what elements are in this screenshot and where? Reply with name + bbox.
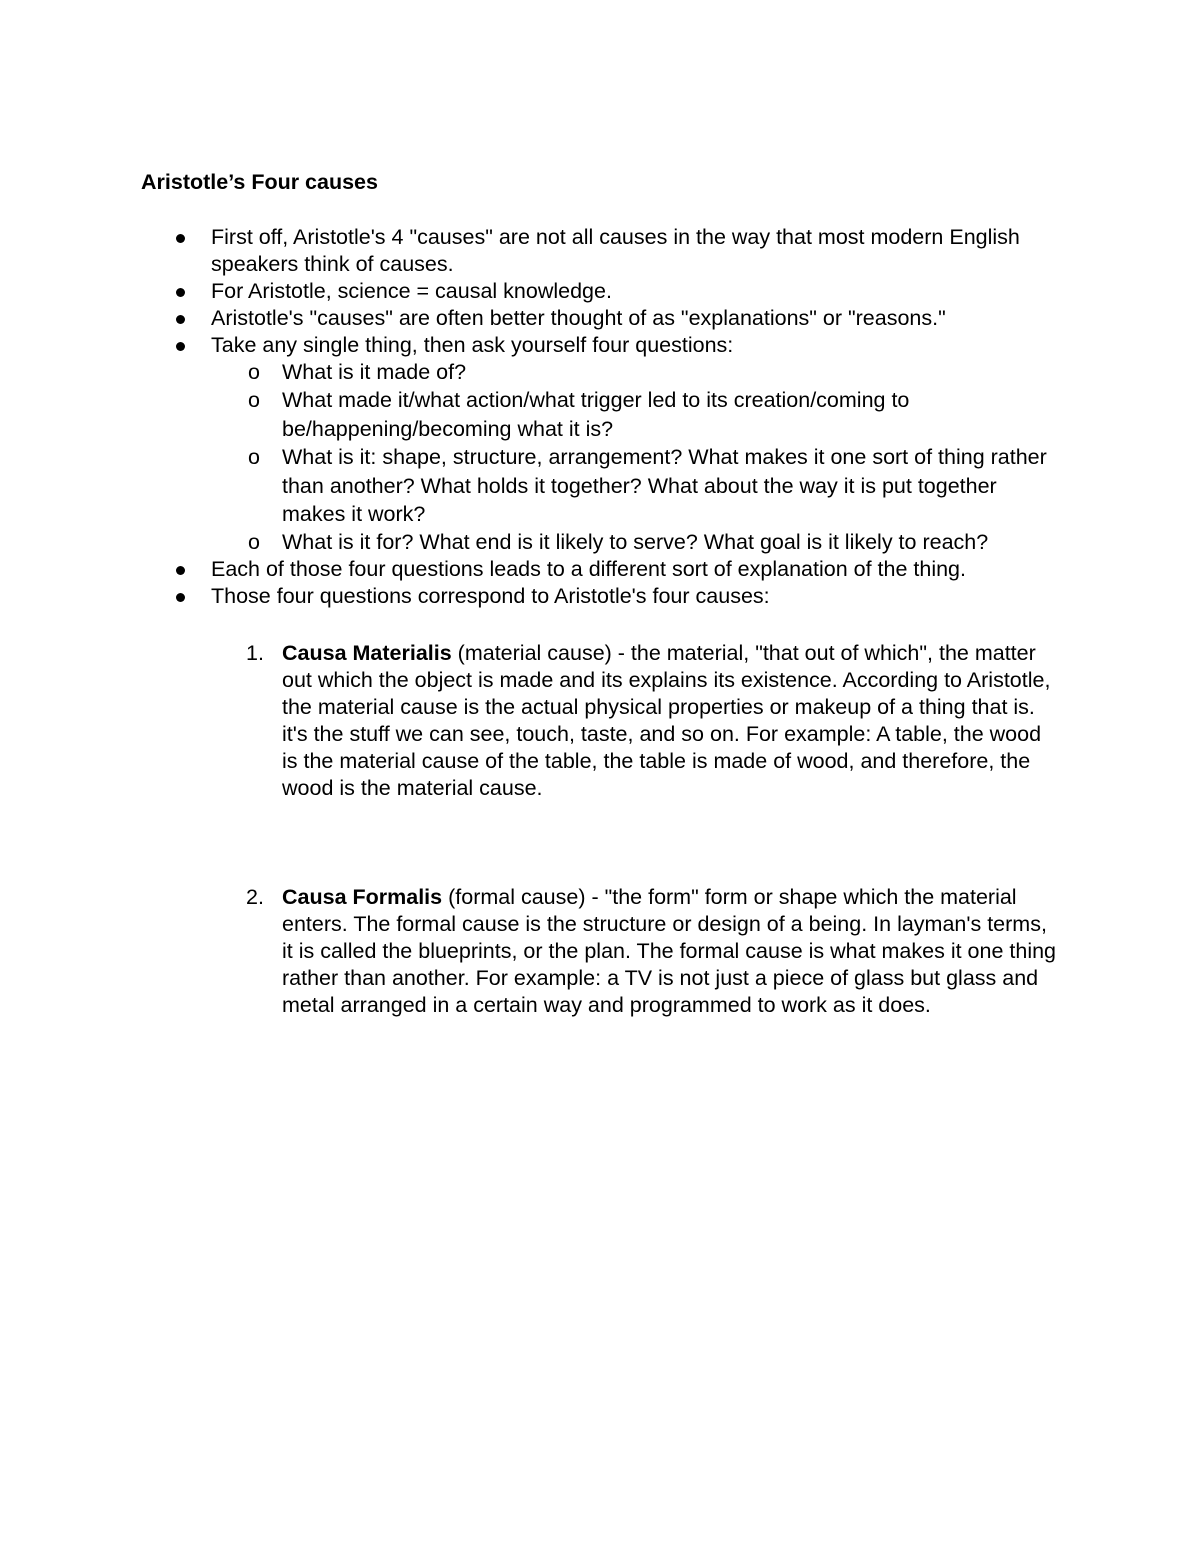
sub-item-text: What is it made of? bbox=[282, 360, 467, 384]
sub-bullet-marker: o bbox=[248, 360, 260, 384]
bullet-text: Aristotle's "causes" are often better thought of as "explanations" or "reasons." bbox=[211, 306, 946, 330]
numbered-list-material bbox=[141, 640, 1061, 802]
bullet-text: For Aristotle, science = causal knowledge. bbox=[211, 279, 612, 303]
sub-bullet-marker: o bbox=[248, 445, 260, 469]
bullet-text: Those four questions correspond to Aristotle's four causes: bbox=[211, 583, 770, 608]
sub-bullet-marker: o bbox=[248, 388, 260, 412]
list-item bbox=[141, 556, 1061, 583]
bullet-icon bbox=[176, 342, 185, 351]
cause-term: Causa Formalis bbox=[282, 885, 443, 909]
list-number: 2. bbox=[246, 885, 264, 909]
sub-list-item bbox=[141, 359, 1061, 386]
sub-list-item bbox=[141, 443, 1061, 529]
bullet-list bbox=[141, 224, 1061, 610]
list-item bbox=[141, 332, 1061, 556]
bullet-icon bbox=[176, 288, 185, 297]
list-item bbox=[141, 224, 1061, 278]
bullet-text: Take any single thing, then ask yourself four questions: bbox=[211, 333, 734, 357]
sub-bullet-marker: o bbox=[248, 529, 260, 554]
bullet-icon bbox=[176, 593, 185, 602]
cause-description: (formal cause) - "the form" form or shape which the material enters. The formal cause is the structure or design of a being. In layman's terms, it is called the blueprints, or the plan. The formal cause is what makes it one thing rather than another. For example: a TV is not just a piece of glass but glass and metal arranged in a certain way and programmed to work as it does. bbox=[282, 885, 1057, 1017]
cause-item-material bbox=[141, 640, 1061, 802]
sub-list-item bbox=[141, 386, 1061, 443]
sub-list bbox=[211, 359, 1061, 556]
sub-item-text: What is it for? What end is it likely to serve? What goal is it likely to reach? bbox=[282, 529, 989, 554]
bullet-icon bbox=[176, 315, 185, 324]
cause-term: Causa Materialis bbox=[282, 641, 452, 665]
list-number: 1. bbox=[246, 641, 264, 665]
bullet-text: Each of those four questions leads to a different sort of explanation of the thing. bbox=[211, 556, 966, 581]
cause-item-formal bbox=[141, 884, 1061, 1019]
sub-item-text: What made it/what action/what trigger led to its creation/coming to be/happening/becoming what it is? bbox=[282, 388, 910, 441]
sub-list-item bbox=[141, 529, 1061, 556]
bullet-icon bbox=[176, 234, 185, 243]
sub-item-text: What is it: shape, structure, arrangement? What makes it one sort of thing rather than another? What holds it together? What about the way it is put together makes it work? bbox=[282, 445, 1047, 526]
cause-description: (material cause) - the material, "that out of which", the matter out which the object is made and its explains its existence. According to Aristotle, the material cause is the actual physical properties or makeup of a thing that is. it's the stuff we can see, touch, taste, and so on. For example: A table, the wood is the material cause of the table, the table is made of wood, and therefore, the wood is the material cause. bbox=[282, 641, 1051, 800]
list-item bbox=[141, 278, 1061, 305]
bullet-text: First off, Aristotle's 4 "causes" are not all causes in the way that most modern English speakers think of causes. bbox=[211, 225, 1020, 276]
numbered-list-formal bbox=[141, 884, 1061, 1019]
document-title: Aristotle’s Four causes bbox=[141, 170, 378, 194]
bullet-icon bbox=[176, 566, 185, 575]
list-item bbox=[141, 305, 1061, 332]
list-item bbox=[141, 583, 1061, 610]
